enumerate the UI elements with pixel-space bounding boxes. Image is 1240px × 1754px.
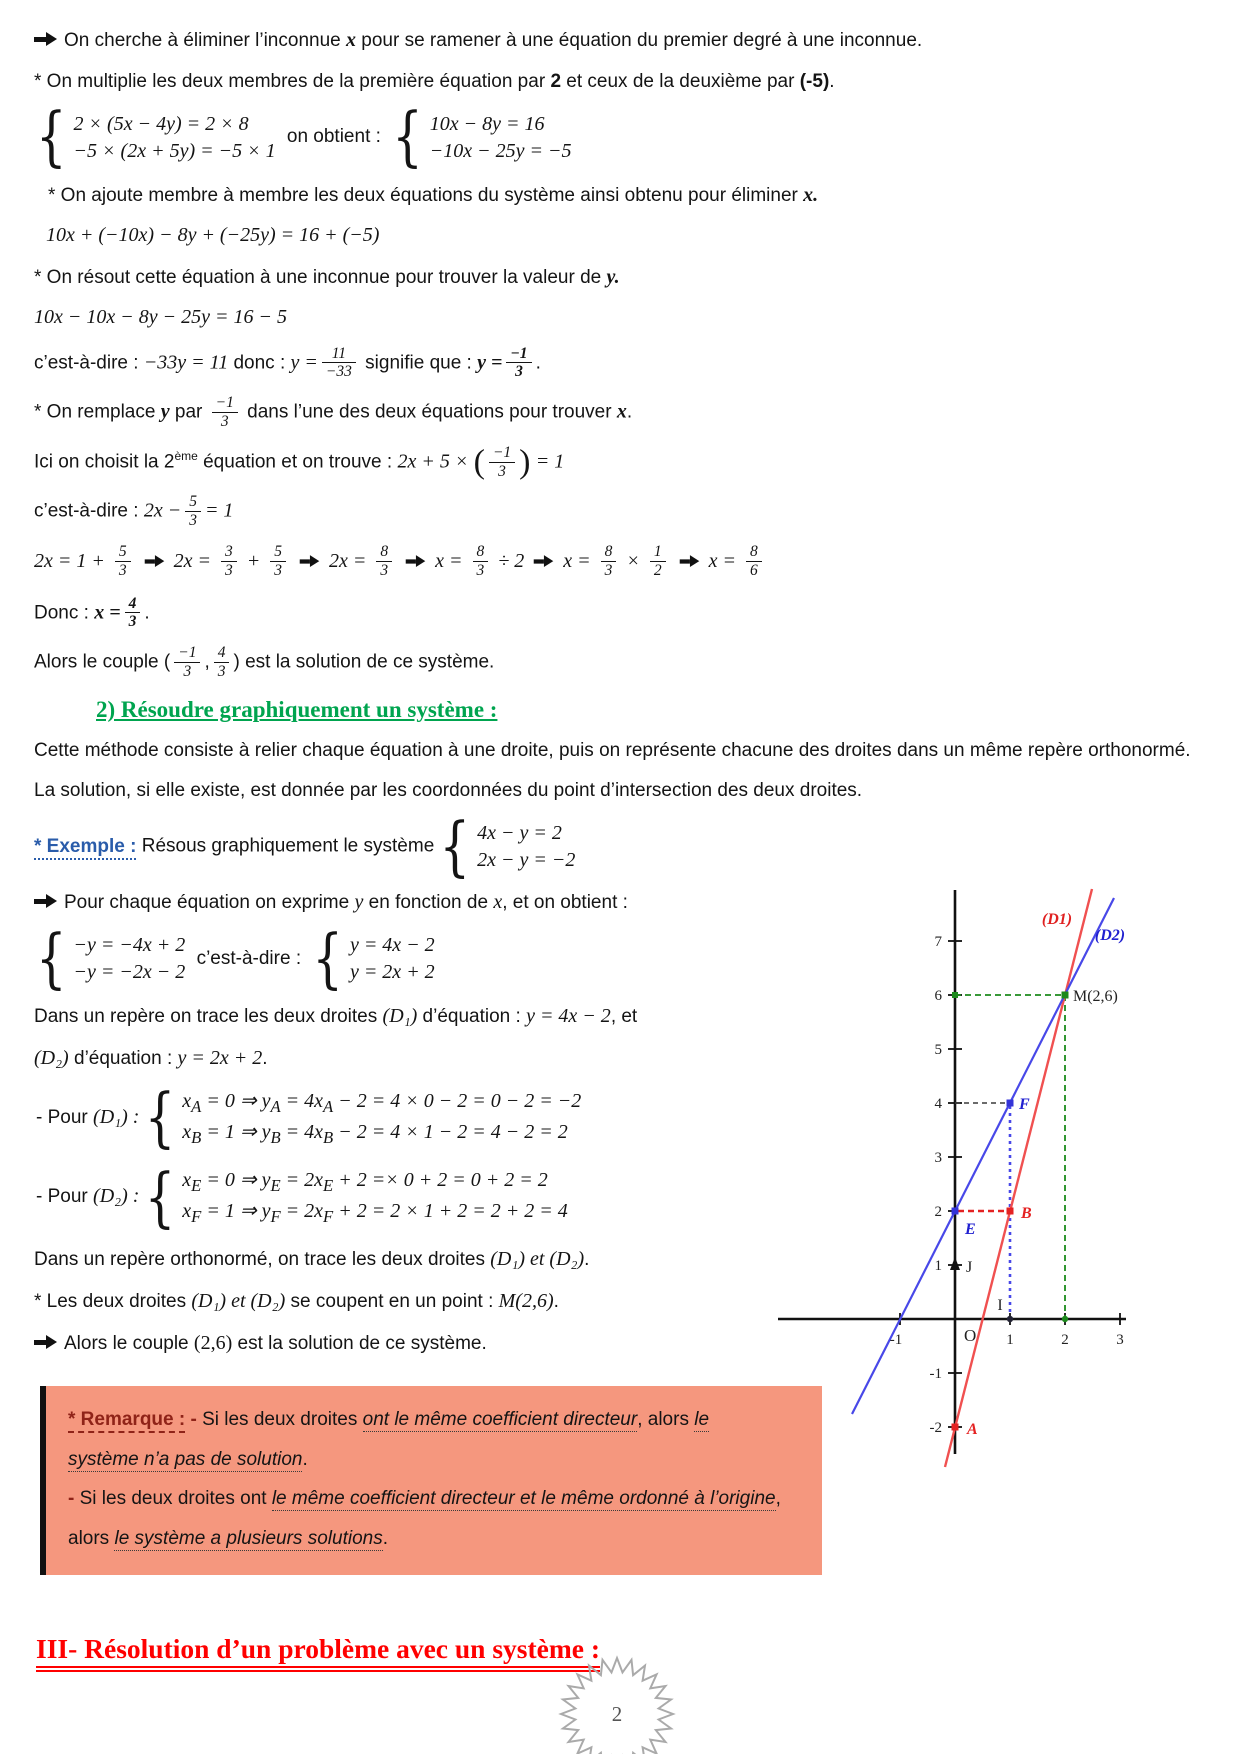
point-B bbox=[1007, 1208, 1014, 1215]
math-run: = 1 bbox=[204, 499, 234, 522]
text-run: dans l’une des deux équations pour trouver bbox=[241, 401, 617, 423]
math-run: ÷ 2 bbox=[498, 549, 525, 572]
fraction bbox=[125, 595, 141, 632]
subscript: F bbox=[191, 1207, 202, 1227]
math-run: + 2 =× 0 + 2 = 0 + 2 = 2 bbox=[333, 1169, 548, 1192]
text-run: * On résout cette équation à une inconnue pour trouver la valeur de bbox=[34, 266, 607, 288]
fraction-numerator: 8 bbox=[601, 543, 617, 562]
math-run: × bbox=[626, 549, 640, 572]
math-run: (D₂) bbox=[34, 1047, 69, 1070]
y-tick-label: -1 bbox=[929, 1366, 942, 1383]
x-tick-label: -1 bbox=[889, 1332, 903, 1349]
math-run: = 4x bbox=[280, 1090, 324, 1113]
brace-icon: { bbox=[36, 99, 67, 175]
subscript: E bbox=[270, 1176, 281, 1196]
y-tick-label: 2 bbox=[934, 1204, 942, 1221]
math-run: + 2 = 2 × 1 + 2 = 2 + 2 = 4 bbox=[333, 1200, 568, 1223]
fraction bbox=[212, 394, 238, 431]
text-run: . bbox=[553, 1290, 559, 1312]
paragraph-method: Cette méthode consiste à relier chaque équation à une droite, puis on représente chacune des droites dans un même repère orthonormé. bbox=[34, 739, 1191, 761]
page-seal bbox=[550, 1655, 684, 1754]
text-run: Dans un repère on trace les deux droites bbox=[34, 1006, 383, 1028]
text-run: signifie que : bbox=[359, 351, 478, 373]
math-run: 2x + 5 × bbox=[397, 450, 469, 473]
fraction-denominator: 3 bbox=[498, 462, 506, 480]
point-F bbox=[1007, 1100, 1014, 1107]
unit-vector-J-icon bbox=[950, 1257, 960, 1270]
paragraph-solve bbox=[34, 263, 1206, 292]
text-run: Si les deux droites ont bbox=[74, 1488, 272, 1510]
fraction bbox=[473, 543, 489, 580]
math-run: + bbox=[246, 549, 261, 572]
fraction-numerator: 5 bbox=[115, 543, 131, 562]
equation-row bbox=[182, 1119, 581, 1149]
brace-icon: { bbox=[312, 920, 343, 997]
text-run: . bbox=[262, 1048, 268, 1070]
math-run: x. bbox=[803, 183, 819, 206]
math-run: x = bbox=[708, 549, 736, 572]
fraction-numerator: 8 bbox=[746, 543, 762, 562]
system-rows bbox=[350, 932, 435, 985]
text-run: se coupent en un point : bbox=[285, 1290, 499, 1312]
fraction-denominator: 3 bbox=[128, 613, 137, 631]
math-run: = 2x bbox=[280, 1200, 324, 1223]
text-run: (-5) bbox=[799, 71, 830, 92]
equation-row: −5 × (2x + 5y) = −5 × 1 bbox=[73, 139, 276, 162]
fraction-numerator: 11 bbox=[322, 345, 356, 364]
math-run: = 1 ⇒ y bbox=[201, 1200, 271, 1223]
math-run: = 0 ⇒ y bbox=[201, 1090, 271, 1113]
line-D1 bbox=[945, 889, 1092, 1467]
fraction bbox=[174, 644, 200, 681]
equation-row: y = 2x + 2 bbox=[349, 961, 435, 984]
text-run: - bbox=[185, 1408, 197, 1430]
math-run: x bbox=[493, 891, 503, 914]
text-run: Alors le couple ( bbox=[34, 651, 171, 673]
paragraph-exemple bbox=[34, 808, 1206, 885]
text-run: . bbox=[144, 602, 150, 623]
subscript: E bbox=[191, 1176, 202, 1196]
origin-label: O bbox=[964, 1326, 977, 1346]
math-run: − 2 = 4 × 1 − 2 = 4 − 2 = 2 bbox=[333, 1120, 568, 1143]
math-run: x = bbox=[435, 549, 463, 572]
y-tick-label: 6 bbox=[934, 988, 942, 1005]
point-M bbox=[1062, 992, 1069, 999]
section-heading-green: 2) Résoudre graphiquement un système : bbox=[96, 696, 498, 722]
F-point-label: F bbox=[1019, 1096, 1030, 1114]
fraction bbox=[115, 543, 131, 580]
paragraph-conclusion-x bbox=[34, 595, 1206, 632]
math-run: (2,6) bbox=[193, 1331, 233, 1354]
fraction-denominator: 3 bbox=[380, 561, 389, 579]
fraction-denominator: 3 bbox=[515, 363, 523, 381]
system-rows bbox=[74, 111, 276, 164]
text-run: . bbox=[382, 1528, 388, 1550]
subscript: B bbox=[191, 1127, 202, 1147]
math-run: x bbox=[182, 1120, 192, 1143]
math-run: y = 2x + 2 bbox=[177, 1047, 263, 1070]
text-run: donc : bbox=[228, 351, 291, 373]
text-run: . bbox=[829, 71, 835, 92]
fraction-denominator: 3 bbox=[189, 512, 197, 530]
brace-icon: { bbox=[36, 920, 67, 997]
text-run: d’équation : bbox=[417, 1006, 527, 1028]
equation-row bbox=[182, 1198, 567, 1228]
text-run: d’équation : bbox=[68, 1048, 178, 1070]
fraction-denominator: 2 bbox=[653, 561, 662, 579]
math-run: y = bbox=[477, 350, 503, 373]
paragraph-simplified bbox=[34, 493, 1206, 530]
math-run: (D₁) bbox=[382, 1005, 418, 1028]
remark-label: * Remarque : bbox=[68, 1409, 185, 1433]
brace-icon: { bbox=[439, 808, 471, 885]
text-run: Résous graphiquement le système bbox=[136, 835, 440, 857]
subscript: F bbox=[270, 1207, 281, 1227]
fraction-numerator: −1 bbox=[174, 644, 200, 663]
equation-row: −10x − 25y = −5 bbox=[429, 139, 572, 162]
equation-row: −y = −4x + 2 bbox=[73, 934, 186, 957]
equation-row: 2x − y = −2 bbox=[477, 849, 576, 872]
math-run: x = bbox=[94, 601, 121, 623]
arrow-right-icon bbox=[34, 1335, 57, 1350]
subscript: A bbox=[323, 1097, 334, 1117]
text-run: Donc : bbox=[34, 602, 95, 623]
math-run: x bbox=[616, 400, 627, 423]
arrow-right-icon bbox=[34, 894, 57, 909]
B-point-label: B bbox=[1021, 1205, 1032, 1223]
fraction bbox=[746, 543, 762, 580]
equation-chain bbox=[34, 543, 1206, 580]
math-run: x bbox=[182, 1200, 192, 1223]
system-block-1 bbox=[36, 99, 1206, 175]
underlined-phrase: le système n’a pas de solution bbox=[68, 1408, 710, 1470]
fraction bbox=[376, 543, 392, 580]
y-tick-label: 7 bbox=[934, 934, 942, 951]
arrow-right-icon bbox=[534, 555, 554, 568]
J-point-label: J bbox=[966, 1259, 973, 1277]
arrow-right-icon bbox=[406, 555, 426, 568]
I-point-label: I bbox=[997, 1297, 1003, 1315]
subscript: E bbox=[323, 1176, 334, 1196]
system-points-d2 bbox=[144, 1159, 568, 1236]
math-run: y bbox=[354, 891, 364, 914]
subscript: F bbox=[323, 1207, 334, 1227]
math-run: 2x = 1 + bbox=[34, 549, 105, 572]
fraction-denominator: 3 bbox=[476, 561, 485, 579]
text-run: Pour chaque équation on exprime bbox=[64, 892, 355, 914]
text-run: est la solution de ce système. bbox=[232, 1332, 487, 1354]
subscript: B bbox=[323, 1127, 334, 1147]
text-run: , alors bbox=[68, 1488, 781, 1550]
math-run: = 0 ⇒ y bbox=[201, 1169, 271, 1192]
D2-label: (D2) bbox=[1094, 927, 1126, 945]
text-run: . bbox=[302, 1448, 308, 1470]
point-y6 bbox=[952, 992, 958, 998]
text-run: pour se ramener à une équation du premier degré à une inconnue. bbox=[356, 30, 923, 51]
fraction-denominator: 3 bbox=[220, 412, 229, 430]
text-run: par bbox=[169, 401, 208, 423]
text-run: équation et on trouve : bbox=[197, 451, 398, 473]
text-run: , alors bbox=[637, 1408, 695, 1430]
equation-row: −y = −2x − 2 bbox=[73, 961, 186, 984]
math-run: y = 4x − 2 bbox=[526, 1005, 611, 1028]
underlined-phrase: le système a plusieurs solutions bbox=[114, 1528, 383, 1550]
heading-text: III- Résolution d’un problème avec un système : bbox=[36, 1633, 600, 1672]
text-run: , et bbox=[610, 1006, 638, 1028]
fraction-numerator: 5 bbox=[270, 543, 286, 562]
fraction bbox=[489, 444, 515, 481]
fraction-numerator: −1 bbox=[489, 444, 515, 463]
A-point-label: A bbox=[967, 1421, 978, 1439]
paren-close: ) bbox=[519, 443, 531, 481]
fraction-denominator: 6 bbox=[749, 561, 758, 579]
equation-row bbox=[182, 1088, 581, 1118]
y-tick-label: 3 bbox=[934, 1150, 942, 1167]
text-run: . bbox=[535, 351, 541, 373]
system-left bbox=[36, 920, 186, 997]
fraction-numerator: 3 bbox=[221, 543, 237, 562]
text-run: * On multiplie les deux membres de la première équation par bbox=[34, 71, 551, 92]
math-run: M(2,6) bbox=[498, 1289, 554, 1312]
fraction-denominator: 3 bbox=[217, 663, 226, 681]
E-point-label: E bbox=[965, 1221, 976, 1239]
text-run: Dans un repère orthonormé, on trace les deux droites bbox=[34, 1248, 491, 1270]
text-run: c’est-à-dire : bbox=[34, 500, 144, 522]
fraction bbox=[322, 345, 356, 382]
arrow-right-icon bbox=[34, 32, 57, 47]
paragraph-eliminate-x bbox=[34, 26, 1206, 55]
math-run: (D₂) : bbox=[93, 1185, 140, 1208]
text-run: - Pour bbox=[36, 1107, 94, 1129]
math-run: y. bbox=[606, 265, 620, 288]
y-tick-label: 1 bbox=[934, 1258, 942, 1275]
text-run: Alors le couple bbox=[64, 1332, 194, 1354]
system-right bbox=[312, 920, 435, 997]
paragraph-solution-definition: La solution, si elle existe, est donnée par les coordonnées du point d’intersection des deux droites. bbox=[34, 780, 863, 802]
text-run: - Pour bbox=[36, 1186, 94, 1208]
fraction-numerator: 5 bbox=[185, 493, 201, 512]
point-E bbox=[952, 1208, 959, 1215]
underlined-phrase: ont le même coefficient directeur bbox=[362, 1408, 638, 1430]
equation-row: 10x − 8y = 16 bbox=[429, 112, 545, 135]
text-run: en fonction de bbox=[363, 892, 494, 914]
fraction-numerator: 8 bbox=[376, 543, 392, 562]
math-run: 2x = bbox=[173, 549, 211, 572]
subscript: B bbox=[270, 1127, 281, 1147]
text-run: * On ajoute membre à membre les deux équations du système ainsi obtenu pour éliminer bbox=[48, 184, 804, 206]
remark-box bbox=[40, 1386, 822, 1576]
math-run: x bbox=[182, 1090, 192, 1113]
math-run: x bbox=[182, 1169, 192, 1192]
math-run: 2x − bbox=[143, 499, 182, 522]
text-run: * On remplace bbox=[34, 401, 161, 423]
coordinate-graph bbox=[760, 882, 1206, 1442]
fraction bbox=[185, 493, 201, 530]
text-run: c’est-à-dire : bbox=[196, 947, 302, 969]
D1-label: (D1) bbox=[1041, 911, 1073, 929]
fraction-numerator: 1 bbox=[650, 543, 666, 562]
math-run: 2x = bbox=[329, 549, 367, 572]
point-I bbox=[1007, 1316, 1013, 1322]
system-rows bbox=[182, 1167, 567, 1227]
math-run: y bbox=[160, 400, 170, 423]
text-run: ème bbox=[174, 448, 198, 463]
fraction bbox=[506, 345, 531, 382]
equation-line: 10x − 10x − 8y − 25y = 16 − 5 bbox=[34, 305, 287, 328]
text-run: ) est la solution de ce système. bbox=[233, 651, 495, 673]
brace-icon: { bbox=[144, 1159, 176, 1236]
point-x2 bbox=[1062, 1316, 1068, 1322]
x-tick-label: 2 bbox=[1061, 1332, 1069, 1349]
math-run: −33y = 11 bbox=[143, 350, 229, 373]
text-run: 2 bbox=[550, 71, 562, 92]
paragraph-substitute bbox=[34, 394, 1206, 431]
paragraph-multiply bbox=[34, 68, 1206, 96]
math-run: y = bbox=[290, 350, 318, 373]
math-run: (D₁) : bbox=[93, 1106, 140, 1129]
text-run: Ici on choisit la 2 bbox=[34, 451, 175, 473]
paragraph-solution-couple bbox=[34, 644, 1206, 681]
point-A bbox=[952, 1424, 959, 1431]
arrow-right-icon bbox=[300, 555, 320, 568]
system-rows bbox=[182, 1088, 581, 1148]
paren-open: ( bbox=[473, 443, 485, 481]
fraction-numerator: −1 bbox=[506, 345, 531, 364]
math-run: (D₁) et (D₂) bbox=[490, 1247, 585, 1270]
x-tick-label: 1 bbox=[1006, 1332, 1014, 1349]
equation-row: y = 4x − 2 bbox=[349, 934, 435, 957]
y-tick-label: 5 bbox=[934, 1042, 942, 1059]
fraction-numerator: 8 bbox=[473, 543, 489, 562]
fraction-denominator: −33 bbox=[325, 363, 352, 381]
subscript: A bbox=[191, 1097, 202, 1117]
math-run: − 2 = 4 × 0 − 2 = 0 − 2 = −2 bbox=[333, 1090, 582, 1113]
graph-svg bbox=[760, 882, 1130, 1474]
text-run: * Les deux droites bbox=[34, 1290, 192, 1312]
equation-row bbox=[182, 1167, 567, 1197]
fraction-denominator: 3 bbox=[274, 561, 282, 579]
text-run: , et on obtient : bbox=[502, 892, 628, 914]
math-run: x = bbox=[563, 549, 591, 572]
arrow-right-icon bbox=[679, 555, 699, 568]
math-run: = 1 ⇒ y bbox=[201, 1120, 271, 1143]
fraction bbox=[221, 543, 237, 580]
fraction bbox=[601, 543, 617, 580]
brace-icon: { bbox=[392, 99, 423, 175]
fraction-numerator: 4 bbox=[214, 644, 230, 663]
underlined-phrase: le même coefficient directeur et le même ordonné à l’origine bbox=[271, 1488, 776, 1510]
system-right bbox=[392, 99, 572, 175]
text-run: . bbox=[584, 1248, 590, 1270]
paragraph-y-value bbox=[34, 345, 1206, 382]
page-number: 2 bbox=[611, 1702, 623, 1726]
math-run: = 1 bbox=[535, 450, 565, 473]
fraction-denominator: 3 bbox=[225, 561, 233, 579]
exemple-label: * Exemple : bbox=[34, 836, 136, 860]
text-run: On cherche à éliminer l’inconnue bbox=[64, 30, 346, 51]
text-run: . bbox=[626, 401, 633, 423]
text-run: - bbox=[68, 1488, 75, 1510]
system-left bbox=[36, 99, 276, 175]
equation-row: 4x − y = 2 bbox=[477, 822, 562, 845]
fraction-denominator: 3 bbox=[183, 663, 192, 681]
system-exemple bbox=[439, 808, 576, 885]
fraction bbox=[270, 543, 286, 580]
system-points-d1 bbox=[144, 1080, 582, 1156]
page-seal-star bbox=[550, 1655, 684, 1754]
fraction bbox=[214, 644, 230, 681]
fraction bbox=[650, 543, 666, 580]
math-run: = 2x bbox=[280, 1169, 324, 1192]
math-run: = 4x bbox=[280, 1120, 324, 1143]
x-tick-label: 3 bbox=[1116, 1332, 1124, 1349]
y-tick-label: 4 bbox=[934, 1096, 942, 1113]
system-rows bbox=[74, 932, 186, 985]
text-run: Si les deux droites bbox=[196, 1408, 363, 1430]
fraction-numerator: −1 bbox=[212, 394, 238, 413]
fraction-numerator: 4 bbox=[125, 595, 141, 614]
system-rows bbox=[430, 111, 572, 164]
subscript: A bbox=[270, 1097, 281, 1117]
M-point-label: M(2,6) bbox=[1073, 988, 1118, 1006]
text-run: c’est-à-dire : bbox=[34, 351, 144, 373]
paragraph-choose-equation bbox=[34, 444, 1206, 481]
brace-icon: { bbox=[144, 1080, 176, 1156]
math-run: x bbox=[346, 29, 356, 51]
paragraph-add-members bbox=[48, 181, 1206, 210]
equation-row: 2 × (5x − 4y) = 2 × 8 bbox=[73, 112, 249, 135]
system-rows bbox=[477, 820, 575, 873]
equation-line: 10x + (−10x) − 8y + (−25y) = 16 + (−5) bbox=[46, 223, 380, 246]
text-run: , bbox=[204, 651, 210, 673]
math-run: (D₁) et (D₂) bbox=[191, 1289, 286, 1312]
fraction-denominator: 3 bbox=[604, 561, 613, 579]
text-run: et ceux de la deuxième par bbox=[561, 71, 800, 92]
fraction-denominator: 3 bbox=[118, 561, 127, 579]
text-run: on obtient : bbox=[286, 126, 381, 148]
arrow-right-icon bbox=[144, 555, 164, 568]
y-tick-label: -2 bbox=[929, 1420, 942, 1437]
